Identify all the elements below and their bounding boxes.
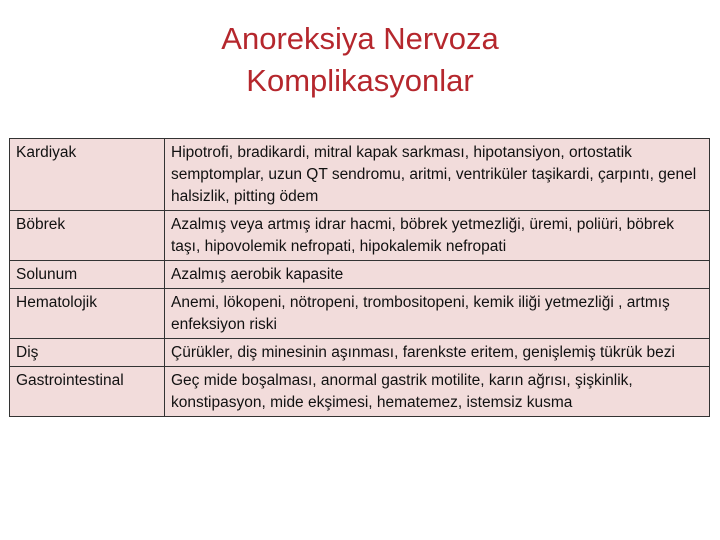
category-cell: Solunum [10,261,165,289]
slide-title-line-1: Anoreksiya Nervoza [221,21,499,56]
details-cell: Çürükler, diş minesinin aşınması, farenkste eritem, genişlemiş tükrük bezi [165,339,710,367]
details-cell: Hipotrofi, bradikardi, mitral kapak sarkması, hipotansiyon, ortostatik semptomplar, uzun QT sendromu, aritmi, ventriküler taşikardi, çarpıntı, genel halsizlik, pitting ödem [165,139,710,211]
table-row [10,139,710,211]
table-row [10,339,710,367]
table-row [10,367,710,417]
category-cell: Böbrek [10,211,165,261]
details-cell: Azalmış veya artmış idrar hacmi, böbrek yetmezliği, üremi, poliüri, böbrek taşı, hipovolemik nefropati, hipokalemik nefropati [165,211,710,261]
complications-table [9,138,710,417]
details-cell: Geç mide boşalması, anormal gastrik motilite, karın ağrısı, şişkinlik, konstipasyon, mide ekşimesi, hematemez, istemsiz kusma [165,367,710,417]
details-cell: Azalmış aerobik kapasite [165,261,710,289]
slide-title-line-2: Komplikasyonlar [246,63,474,98]
table-row [10,261,710,289]
table-row [10,289,710,339]
details-cell: Anemi, lökopeni, nötropeni, trombositopeni, kemik iliği yetmezliği , artmış enfeksiyon riski [165,289,710,339]
category-cell: Hematolojik [10,289,165,339]
category-cell: Gastrointestinal [10,367,165,417]
slide-title [0,18,720,102]
table-row [10,211,710,261]
category-cell: Kardiyak [10,139,165,211]
category-cell: Diş [10,339,165,367]
